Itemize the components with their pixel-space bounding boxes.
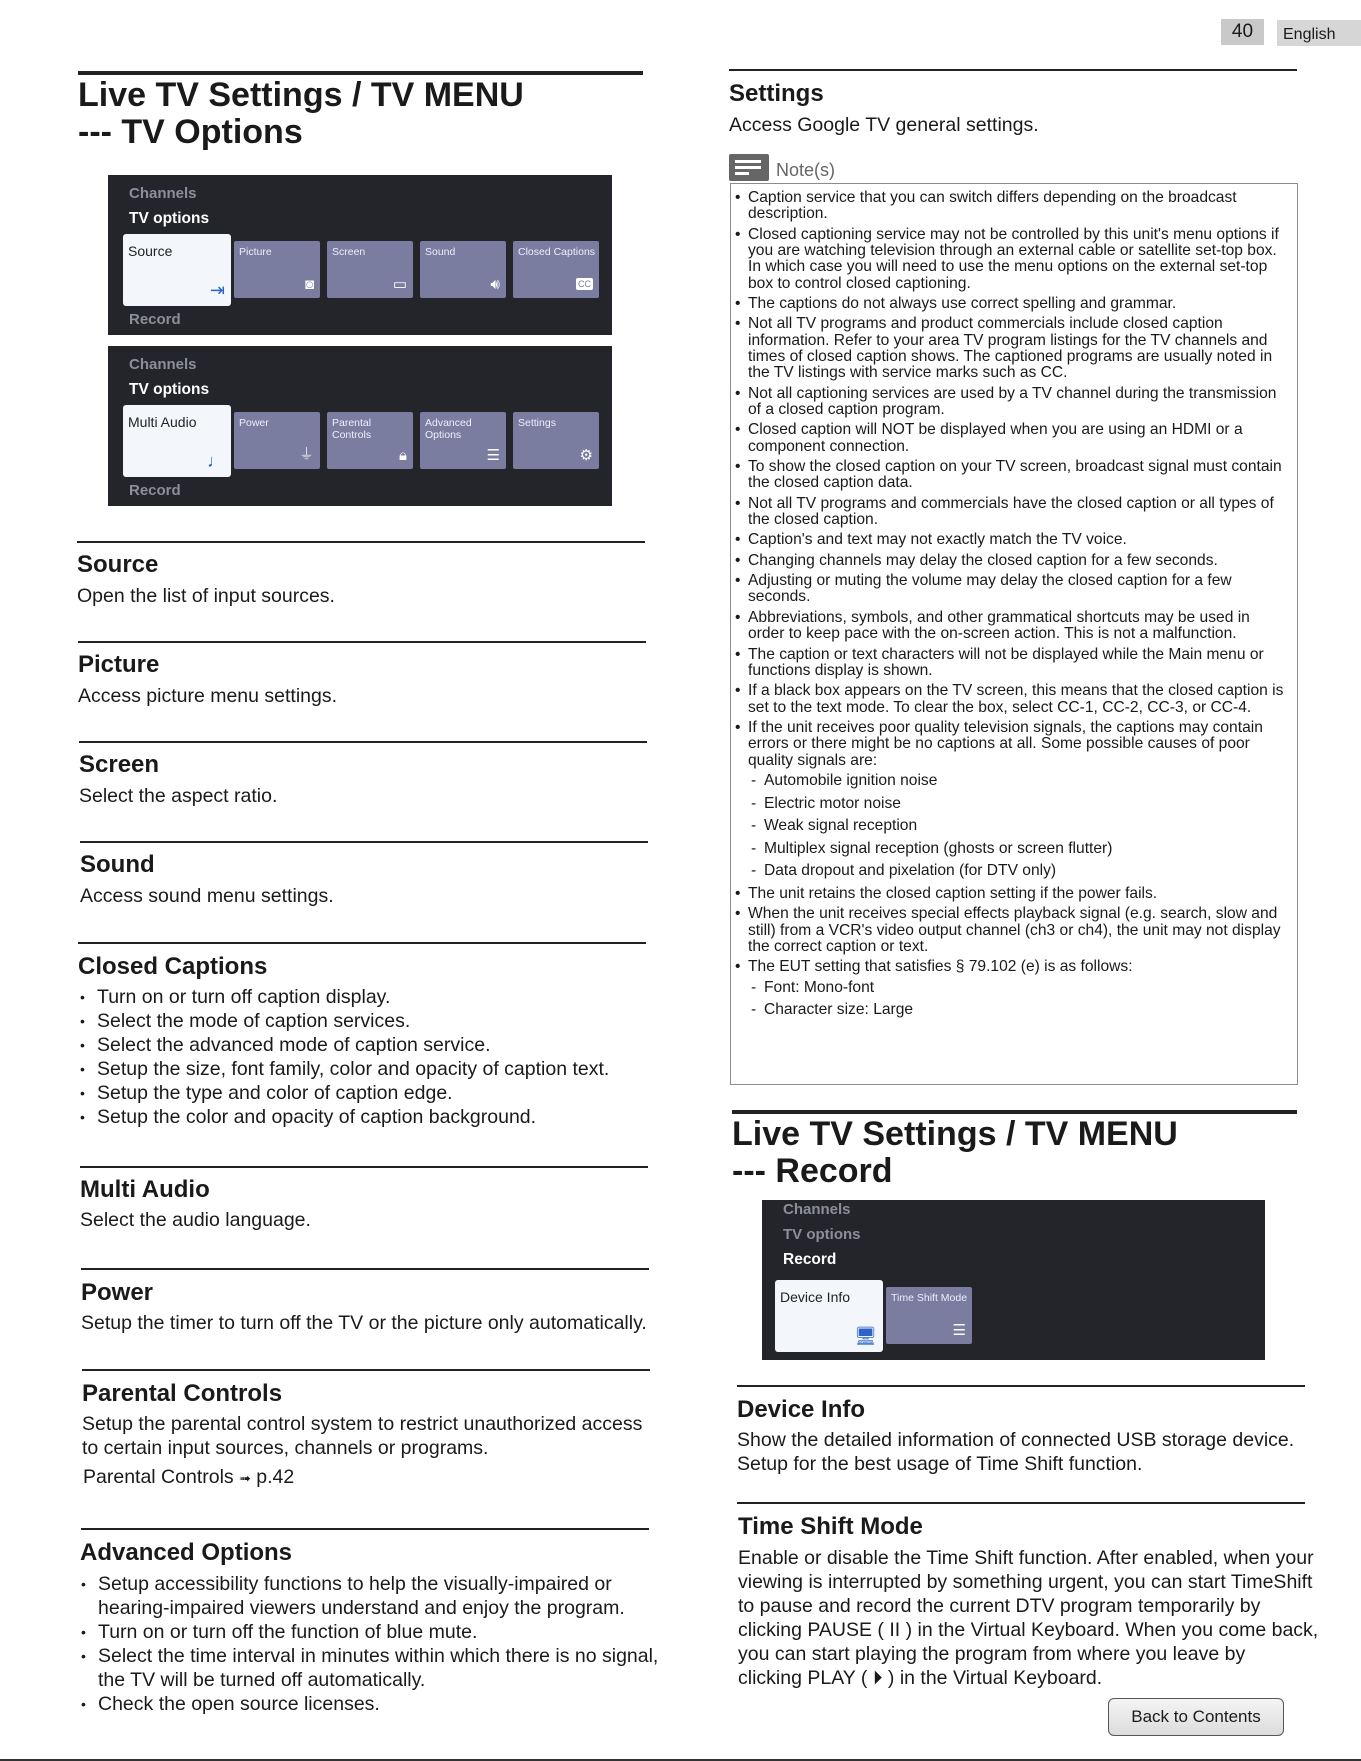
menu-record: Record [783, 1251, 837, 1268]
list-item: • Setup the color and opacity of caption background. [78, 1105, 678, 1129]
note-item: • Not all TV programs and product commercials include closed caption information. Refer to your area TV program listings for the TV channels and times of closed caption shows. The captioned programs are usually noted in the TV listings with service marks such as CC. [732, 316, 1288, 381]
note-item: • The captions do not always use correct spelling and grammar. [732, 296, 1288, 312]
note-label: Note(s) [776, 160, 836, 180]
parental-controls-heading: Parental Controls [82, 1380, 283, 1407]
power-text: Setup the timer to turn off the TV or the picture only automatically. [81, 1312, 647, 1334]
time-shift-text: Enable or disable the Time Shift function. After enabled, when your viewing is interrupted by something urgent, you can start TimeShift to pause and record the current DTV program temporarily by clicking PAUSE ( II ) in the Virtual Keyboard. When you come back, you can start playing the program from where you leave by clicking PLAY ( ⏵ ) in the Virtual Keyboard. [738, 1547, 1319, 1689]
tile-settings[interactable]: Settings ⚙ [513, 412, 599, 469]
list-item: • Turn on or turn off the function of blue mute. [79, 1620, 675, 1644]
menu-tv-options: TV options [129, 381, 210, 398]
gear-icon: ⚙ [579, 447, 593, 464]
tile-picture[interactable]: Picture ◙ [234, 241, 320, 298]
list-item: • Select the time interval in minutes within which there is no signal, the TV will be turned off automatically. [79, 1644, 675, 1692]
note-icon [729, 154, 769, 181]
page-title: Live TV Settings / TV MENU --- TV Options [78, 76, 524, 151]
section-rule [81, 1528, 649, 1530]
note-item: • Changing channels may delay the closed caption for a few seconds. [732, 553, 1288, 569]
menu-record: Record [129, 311, 181, 328]
monitor-info-icon: 🖥︎ [854, 1326, 877, 1346]
section-rule [737, 1385, 1305, 1387]
list-item: • Setup the type and color of caption edge. [78, 1081, 678, 1105]
advanced-options-heading: Advanced Options [80, 1539, 293, 1566]
parental-controls-text: Setup the parental control system to restrict unauthorized access to certain input sources, channels or programs. [82, 1413, 643, 1459]
note-subitem: - Automobile ignition noise [732, 773, 1288, 789]
section-rule [79, 741, 647, 743]
menu-record: Record [129, 482, 181, 499]
note-item: • Abbreviations, symbols, and other grammatical shortcuts may be used in order to keep pace with the on-screen action. This is not a malfunction. [732, 610, 1288, 643]
checklist-icon: ☰ [486, 447, 500, 464]
tile-source[interactable]: Source ⇥ [123, 234, 231, 306]
device-info-heading: Device Info [737, 1396, 866, 1423]
notes-box [730, 183, 1298, 1085]
multi-audio-heading: Multi Audio [80, 1176, 210, 1203]
input-source-icon: ⇥ [209, 280, 225, 300]
tile-multi-audio[interactable]: Multi Audio ♩ [123, 405, 231, 477]
note-subitem: - Character size: Large [732, 1002, 1288, 1018]
picture-icon: ◙ [304, 276, 314, 293]
list-item: • Select the mode of caption services. [78, 1009, 678, 1033]
device-info-text: Show the detailed information of connected USB storage device. Setup for the best usage of Time Shift function. [737, 1429, 1295, 1475]
note-item: • The caption or text characters will not be displayed while the Main menu or functions display is shown. [732, 647, 1288, 680]
menu-tv-options: TV options [783, 1226, 861, 1243]
note-item: • If the unit receives poor quality television signals, the captions may contain errors or there might be no captions at all. Some possible causes of poor quality signals are: [732, 720, 1288, 769]
cc-icon: CC [578, 279, 591, 289]
settings-heading: Settings [729, 80, 824, 107]
section-rule [729, 69, 1297, 71]
section-rule [80, 841, 648, 843]
arrow-right-icon: ➟ [239, 1470, 251, 1486]
parental-controls-reference[interactable]: Parental Controls ➟ p.42 [83, 1466, 295, 1488]
tv-options-menu-2 [108, 346, 612, 506]
section-rule [80, 1166, 648, 1168]
screen-text: Select the aspect ratio. [79, 785, 278, 807]
closed-captions-list [78, 985, 678, 1129]
section-rule [82, 1369, 650, 1371]
speaker-icon: 🔊︎ [490, 276, 500, 293]
note-subitem: - Electric motor noise [732, 796, 1288, 812]
settings-text: Access Google TV general settings. [729, 114, 1039, 136]
section-rule [81, 1268, 649, 1270]
advanced-options-list [79, 1572, 675, 1716]
section-rule [737, 1502, 1305, 1504]
section-rule [78, 641, 646, 643]
tile-power[interactable]: Power ⏚ [234, 412, 320, 469]
page-number: 40 [1221, 19, 1264, 45]
section-rule [78, 942, 646, 944]
note-item: • To show the closed caption on your TV screen, broadcast signal must contain the closed caption data. [732, 459, 1288, 492]
back-to-contents-button[interactable]: Back to Contents [1108, 1698, 1284, 1736]
picture-text: Access picture menu settings. [78, 685, 338, 707]
screen-icon: ▭ [392, 276, 407, 293]
list-item: • Check the open source licenses. [79, 1692, 675, 1716]
note-item: • The unit retains the closed caption setting if the power fails. [732, 886, 1288, 902]
tile-device-info[interactable]: Device Info 🖥︎ [775, 1280, 883, 1352]
tile-closed-captions[interactable]: Closed Captions CC [513, 241, 599, 298]
menu-channels: Channels [129, 356, 197, 373]
tile-advanced-options[interactable]: Advanced Options ☰ [420, 412, 506, 469]
note-item: • The EUT setting that satisfies § 79.102 (e) is as follows: [732, 959, 1288, 975]
note-item: • Not all captioning services are used by a TV channel during the transmission of a closed caption program. [732, 386, 1288, 419]
list-item: • Select the advanced mode of caption service. [78, 1033, 678, 1057]
tile-parental-controls[interactable]: Parental Controls 🔒︎ [327, 412, 413, 469]
note-subitem: - Data dropout and pixelation (for DTV only) [732, 863, 1288, 879]
checklist-icon: ☰ [952, 1322, 966, 1339]
list-item: • Setup the size, font family, color and opacity of caption text. [78, 1057, 678, 1081]
tile-sound[interactable]: Sound 🔊︎ [420, 241, 506, 298]
note-item: • If a black box appears on the TV screen, this means that the closed caption is set to the text mode. To clear the box, select CC-1, CC-2, CC-3, or CC-4. [732, 683, 1288, 716]
note-subitem: - Weak signal reception [732, 818, 1288, 834]
closed-captions-heading: Closed Captions [78, 953, 268, 980]
record-title: Live TV Settings / TV MENU --- Record [732, 1115, 1178, 1190]
menu-channels: Channels [783, 1201, 851, 1218]
tile-time-shift-mode[interactable]: Time Shift Mode ☰ [886, 1287, 972, 1344]
menu-tv-options: TV options [129, 210, 210, 227]
tile-screen[interactable]: Screen ▭ [327, 241, 413, 298]
note-subitem: - Font: Mono-font [732, 980, 1288, 996]
section-rule [77, 541, 645, 543]
sound-text: Access sound menu settings. [80, 885, 334, 907]
tv-options-menu-1 [108, 175, 612, 335]
notes-list [732, 190, 1288, 1025]
note-subitem: - Multiplex signal reception (ghosts or screen flutter) [732, 841, 1288, 857]
language-tab: English [1277, 20, 1361, 46]
source-heading: Source [77, 551, 159, 578]
note-item: • Closed caption will NOT be displayed when you are using an HDMI or a component connection. [732, 422, 1288, 455]
multi-audio-text: Select the audio language. [80, 1209, 311, 1231]
power-heading: Power [81, 1279, 154, 1306]
menu-channels: Channels [129, 185, 197, 202]
note-item: • Not all TV programs and commercials have the closed caption or all types of the closed caption. [732, 496, 1288, 529]
music-note-icon: ♩ [207, 451, 225, 471]
picture-heading: Picture [78, 651, 160, 678]
list-item: • Setup accessibility functions to help the visually-impaired or hearing-impaired viewers understand and enjoy the program. [79, 1572, 675, 1620]
time-shift-heading: Time Shift Mode [738, 1513, 923, 1540]
title-rule [732, 1110, 1297, 1114]
title-rule [78, 71, 643, 75]
note-item: • Caption service that you can switch differs depending on the broadcast description. [732, 190, 1288, 223]
screen-heading: Screen [79, 751, 160, 778]
sound-heading: Sound [80, 851, 155, 878]
plug-icon: ⏚ [298, 446, 314, 463]
source-text: Open the list of input sources. [77, 585, 335, 607]
note-item: • Adjusting or muting the volume may delay the closed caption for a few seconds. [732, 573, 1288, 606]
lock-icon: 🔒︎ [399, 447, 407, 464]
note-item: • Caption's and text may not exactly match the TV voice. [732, 532, 1288, 548]
list-item: • Turn on or turn off caption display. [78, 985, 678, 1009]
record-menu [762, 1200, 1265, 1360]
note-item: • When the unit receives special effects playback signal (e.g. search, slow and still) from a VCR's video output channel (ch3 or ch4), the unit may not display the correct caption or text. [732, 906, 1288, 955]
note-item: • Closed captioning service may not be controlled by this unit's menu options if you are watching television through an external cable or satellite set-top box. In which case you will need to use the menu options on the external set-top box to control closed captioning. [732, 227, 1288, 292]
